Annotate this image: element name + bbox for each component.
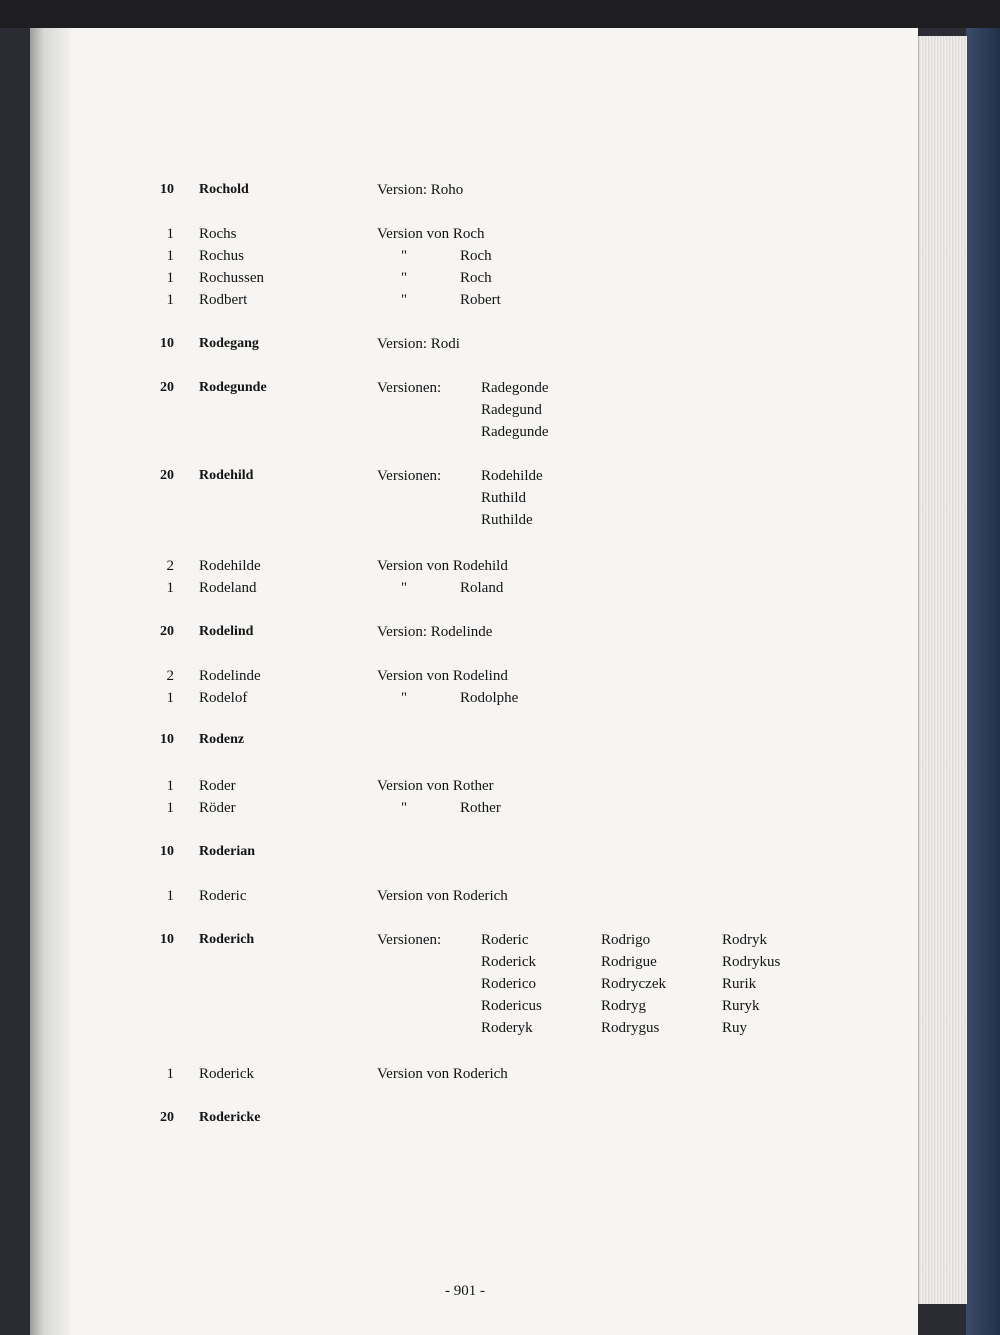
entry-count: 1 xyxy=(166,270,174,286)
book-cover-edge xyxy=(966,28,1000,1335)
entry-name: Rodeland xyxy=(199,580,257,596)
entry-name: Rochussen xyxy=(199,270,264,286)
entry-count: 10 xyxy=(160,844,174,859)
entry-description: Version von Rodehild xyxy=(377,558,508,574)
entry-count: 1 xyxy=(166,800,174,816)
entry-name: Röder xyxy=(199,800,236,816)
version-item: Ruthild xyxy=(481,490,527,506)
entry-name: Rodehild xyxy=(199,468,254,483)
entry-count: 1 xyxy=(166,248,174,264)
entry-count: 1 xyxy=(166,888,174,904)
entry-count: 20 xyxy=(160,380,174,395)
version-item: Roderico xyxy=(481,976,536,992)
entry-description: Version von Roch xyxy=(377,226,485,242)
entry-name: Rodelof xyxy=(199,690,248,706)
entry-description: Version: Rodelinde xyxy=(377,624,493,640)
page-edges xyxy=(918,36,967,1304)
entry-count: 10 xyxy=(160,732,174,747)
entry-count: 2 xyxy=(166,558,174,574)
entry-name: Rodelinde xyxy=(199,668,261,684)
version-item: Radegunde xyxy=(481,424,549,440)
version-item: Rodrygus xyxy=(601,1020,660,1036)
entry-description: Version: Rodi xyxy=(377,336,460,352)
entry-count: 10 xyxy=(160,182,174,197)
version-item: Rodryk xyxy=(722,932,767,948)
entry-name: Roder xyxy=(199,778,236,794)
entry-name: Rodelind xyxy=(199,624,254,639)
entry-count: 10 xyxy=(160,336,174,351)
entry-name: Rodehilde xyxy=(199,558,261,574)
versions-label: Versionen: xyxy=(377,932,442,948)
entry-count: 20 xyxy=(160,468,174,483)
entry-name: Roderic xyxy=(199,888,247,904)
version-item: Roderyk xyxy=(481,1020,533,1036)
entry-description: Version von Rother xyxy=(377,778,494,794)
entry-description: Version von Roderich xyxy=(377,1066,508,1082)
version-item: Rurik xyxy=(722,976,757,992)
entry-reference: Roch xyxy=(460,270,492,286)
page-number: - 901 - xyxy=(445,1283,485,1299)
entry-count: 10 xyxy=(160,932,174,947)
version-item: Ruryk xyxy=(722,998,760,1014)
entry-name: Roderick xyxy=(199,1066,254,1082)
entry-count: 1 xyxy=(166,1066,174,1082)
entry-name: Rodenz xyxy=(199,732,245,747)
ditto-mark: " xyxy=(401,248,408,264)
version-item: Ruy xyxy=(722,1020,748,1036)
entry-name: Rodericke xyxy=(199,1110,261,1125)
version-item: Rodrykus xyxy=(722,954,781,970)
version-item: Rodericus xyxy=(481,998,542,1014)
entry-name: Rochs xyxy=(199,226,237,242)
entry-reference: Rother xyxy=(460,800,501,816)
version-item: Rodryg xyxy=(601,998,646,1014)
version-item: Roderick xyxy=(481,954,536,970)
book-gutter xyxy=(30,28,70,1335)
entry-count: 1 xyxy=(166,690,174,706)
entry-count: 1 xyxy=(166,226,174,242)
version-item: Rodehilde xyxy=(481,468,543,484)
versions-label: Versionen: xyxy=(377,468,442,484)
entry-description: Version von Rodelind xyxy=(377,668,508,684)
entry-name: Rochus xyxy=(199,248,244,264)
entry-count: 2 xyxy=(166,668,174,684)
version-item: Radegund xyxy=(481,402,542,418)
ditto-mark: " xyxy=(401,270,408,286)
entry-name: Roderich xyxy=(199,932,255,947)
entry-name: Rodbert xyxy=(199,292,248,308)
entry-name: Rodegunde xyxy=(199,380,267,395)
ditto-mark: " xyxy=(401,292,408,308)
entry-reference: Robert xyxy=(460,292,501,308)
entry-reference: Rodolphe xyxy=(460,690,519,706)
version-item: Rodrigue xyxy=(601,954,657,970)
entry-count: 1 xyxy=(166,580,174,596)
top-dark-background xyxy=(0,0,1000,28)
versions-label: Versionen: xyxy=(377,380,442,396)
ditto-mark: " xyxy=(401,690,408,706)
version-item: Roderic xyxy=(481,932,529,948)
ditto-mark: " xyxy=(401,580,408,596)
entry-name: Roderian xyxy=(199,844,255,859)
version-item: Radegonde xyxy=(481,380,549,396)
entry-count: 1 xyxy=(166,778,174,794)
entry-name: Rodegang xyxy=(199,336,259,351)
version-item: Rodryczek xyxy=(601,976,666,992)
entry-count: 20 xyxy=(160,1110,174,1125)
entry-count: 1 xyxy=(166,292,174,308)
entry-reference: Roch xyxy=(460,248,492,264)
version-item: Ruthilde xyxy=(481,512,533,528)
entry-count: 20 xyxy=(160,624,174,639)
version-item: Rodrigo xyxy=(601,932,651,948)
entry-description: Version von Roderich xyxy=(377,888,508,904)
entry-name: Rochold xyxy=(199,182,249,197)
entry-description: Version: Roho xyxy=(377,182,464,198)
ditto-mark: " xyxy=(401,800,408,816)
entry-reference: Roland xyxy=(460,580,504,596)
